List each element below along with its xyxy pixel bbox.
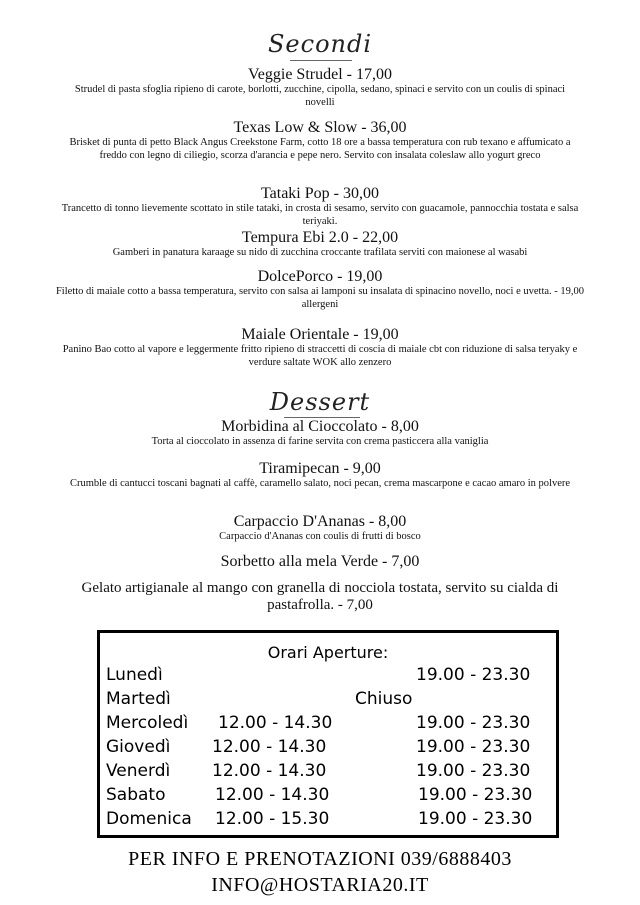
menu-item-desc: Brisket di punta di petto Black Angus Creekstone Farm, cotto 18 ore a bassa temperatura con rub texano e affumicato a freddo con legno di ciliegio, scorza d'arancia e pepe nero. Servito con insalata coleslaw allo yogurt greco [69,137,571,161]
hours-lunch: 12.00 - 15.30 [215,809,330,829]
menu-item-desc: Panino Bao cotto al vapore e leggermente fritto ripieno di straccetti di coscia di maiale cbt con riduzione di salsa teryaky e verdure saltate WOK allo zenzero [62,344,578,368]
hours-row-sabato [100,785,556,809]
hours-closed: Chiuso [355,689,413,709]
hours-day: Venerdì [106,761,171,781]
menu-item-carpaccio-ananas [40,513,600,544]
menu-item-title: Maiale Orientale - 19,00 [241,326,399,343]
hours-lunch: 12.00 - 14.30 [212,737,327,757]
menu-item-title: Sorbetto alla mela Verde - 7,00 [220,553,420,570]
menu-item-title: Veggie Strudel - 17,00 [248,66,392,83]
hours-row-giovedi [100,737,556,761]
menu-item-title: DolcePorco - 19,00 [257,268,383,285]
menu-item-desc: Strudel di pasta sfoglia ripieno di carote, borlotti, zucchine, cipolla, sedano, spinaci e servito con un coulis di spinaci novelli [74,84,566,108]
secondi-heading-underline [290,60,352,61]
menu-item-desc: Crumble di cantucci toscani bagnati al caffè, caramello salato, noci pecan, crema mascarpone e cacao amaro in polvere [69,478,571,489]
hours-day: Martedì [106,689,171,709]
menu-item-desc: Torta al cioccolato in assenza di farine servita con crema pasticcera alla vaniglia [151,436,489,447]
dessert-heading: Dessert [269,388,371,416]
hours-day: Sabato [106,785,166,805]
hours-row-venerdi [100,761,556,785]
menu-item-desc: Trancetto di tonno lievemente scottato in stile tataki, in crosta di sesamo, servito con guacamole, pannocchia tostata e salsa teriyaki. [61,203,579,227]
menu-item-desc: Gamberi in panatura karaage su nido di zucchina croccante trafilata serviti con maionese al wasabi [112,247,528,258]
secondi-heading: Secondi [267,30,373,58]
menu-item-texas-low-slow [40,119,600,162]
hours-row-domenica [100,809,556,833]
menu-item-gelato [70,580,570,614]
hours-day: Domenica [106,809,192,829]
hours-lunch: 12.00 - 14.30 [212,761,327,781]
footer-reservations: PER INFO E PRENOTAZIONI 039/6888403 [128,848,512,870]
menu-item-title: Tataki Pop - 30,00 [261,185,379,202]
menu-item-maiale-orientale [40,326,600,369]
hours-day: Giovedì [106,737,171,757]
hours-row-mercoledi [100,713,556,737]
hours-day: Mercoledì [106,713,189,733]
menu-item-desc: Carpaccio d'Ananas con coulis di frutti di bosco [219,531,421,542]
hours-dinner: 19.00 - 23.30 [416,713,531,733]
menu-item-title: Tempura Ebi 2.0 - 22,00 [241,229,399,246]
menu-item-title: Morbidina al Cioccolato - 8,00 [221,418,419,435]
menu-item-morbidina [40,418,600,449]
menu-item-title: Carpaccio D'Ananas - 8,00 [233,513,407,530]
hours-row-martedi [100,689,556,713]
hours-dinner: 19.00 - 23.30 [416,737,531,757]
menu-item-veggie-strudel [40,66,600,109]
menu-item-tempura-ebi [40,229,600,260]
menu-item-dolceporco [40,268,600,311]
menu-item-title: Texas Low & Slow - 36,00 [233,119,407,136]
hours-dinner: 19.00 - 23.30 [416,665,531,685]
hours-dinner: 19.00 - 23.30 [416,761,531,781]
footer-email[interactable]: INFO@HOSTARIA20.IT [211,874,429,896]
hours-lunch: 12.00 - 14.30 [215,785,330,805]
menu-item-title: Tiramipecan - 9,00 [259,460,381,477]
hours-lunch: 12.00 - 14.30 [218,713,333,733]
menu-item-tataki-pop [40,185,600,228]
menu-item-sorbetto [40,553,600,571]
hours-dinner: 19.00 - 23.30 [418,785,533,805]
opening-hours-title: Orari Aperture: [267,643,389,662]
hours-dinner: 19.00 - 23.30 [418,809,533,829]
menu-item-tiramipecan [40,460,600,491]
hours-day: Lunedì [106,665,163,685]
opening-hours-box [97,630,559,838]
menu-item-desc: Gelato artigianale al mango con granella di nocciola tostata, servito su cialda di pastafrolla. - 7,00 [81,580,559,613]
hours-row-lunedi [100,665,556,689]
menu-item-desc: Filetto di maiale cotto a bassa temperatura, servito con salsa ai lamponi su insalata di spinacino novello, noci e uvetta. - 19,00 allergeni [55,286,585,310]
